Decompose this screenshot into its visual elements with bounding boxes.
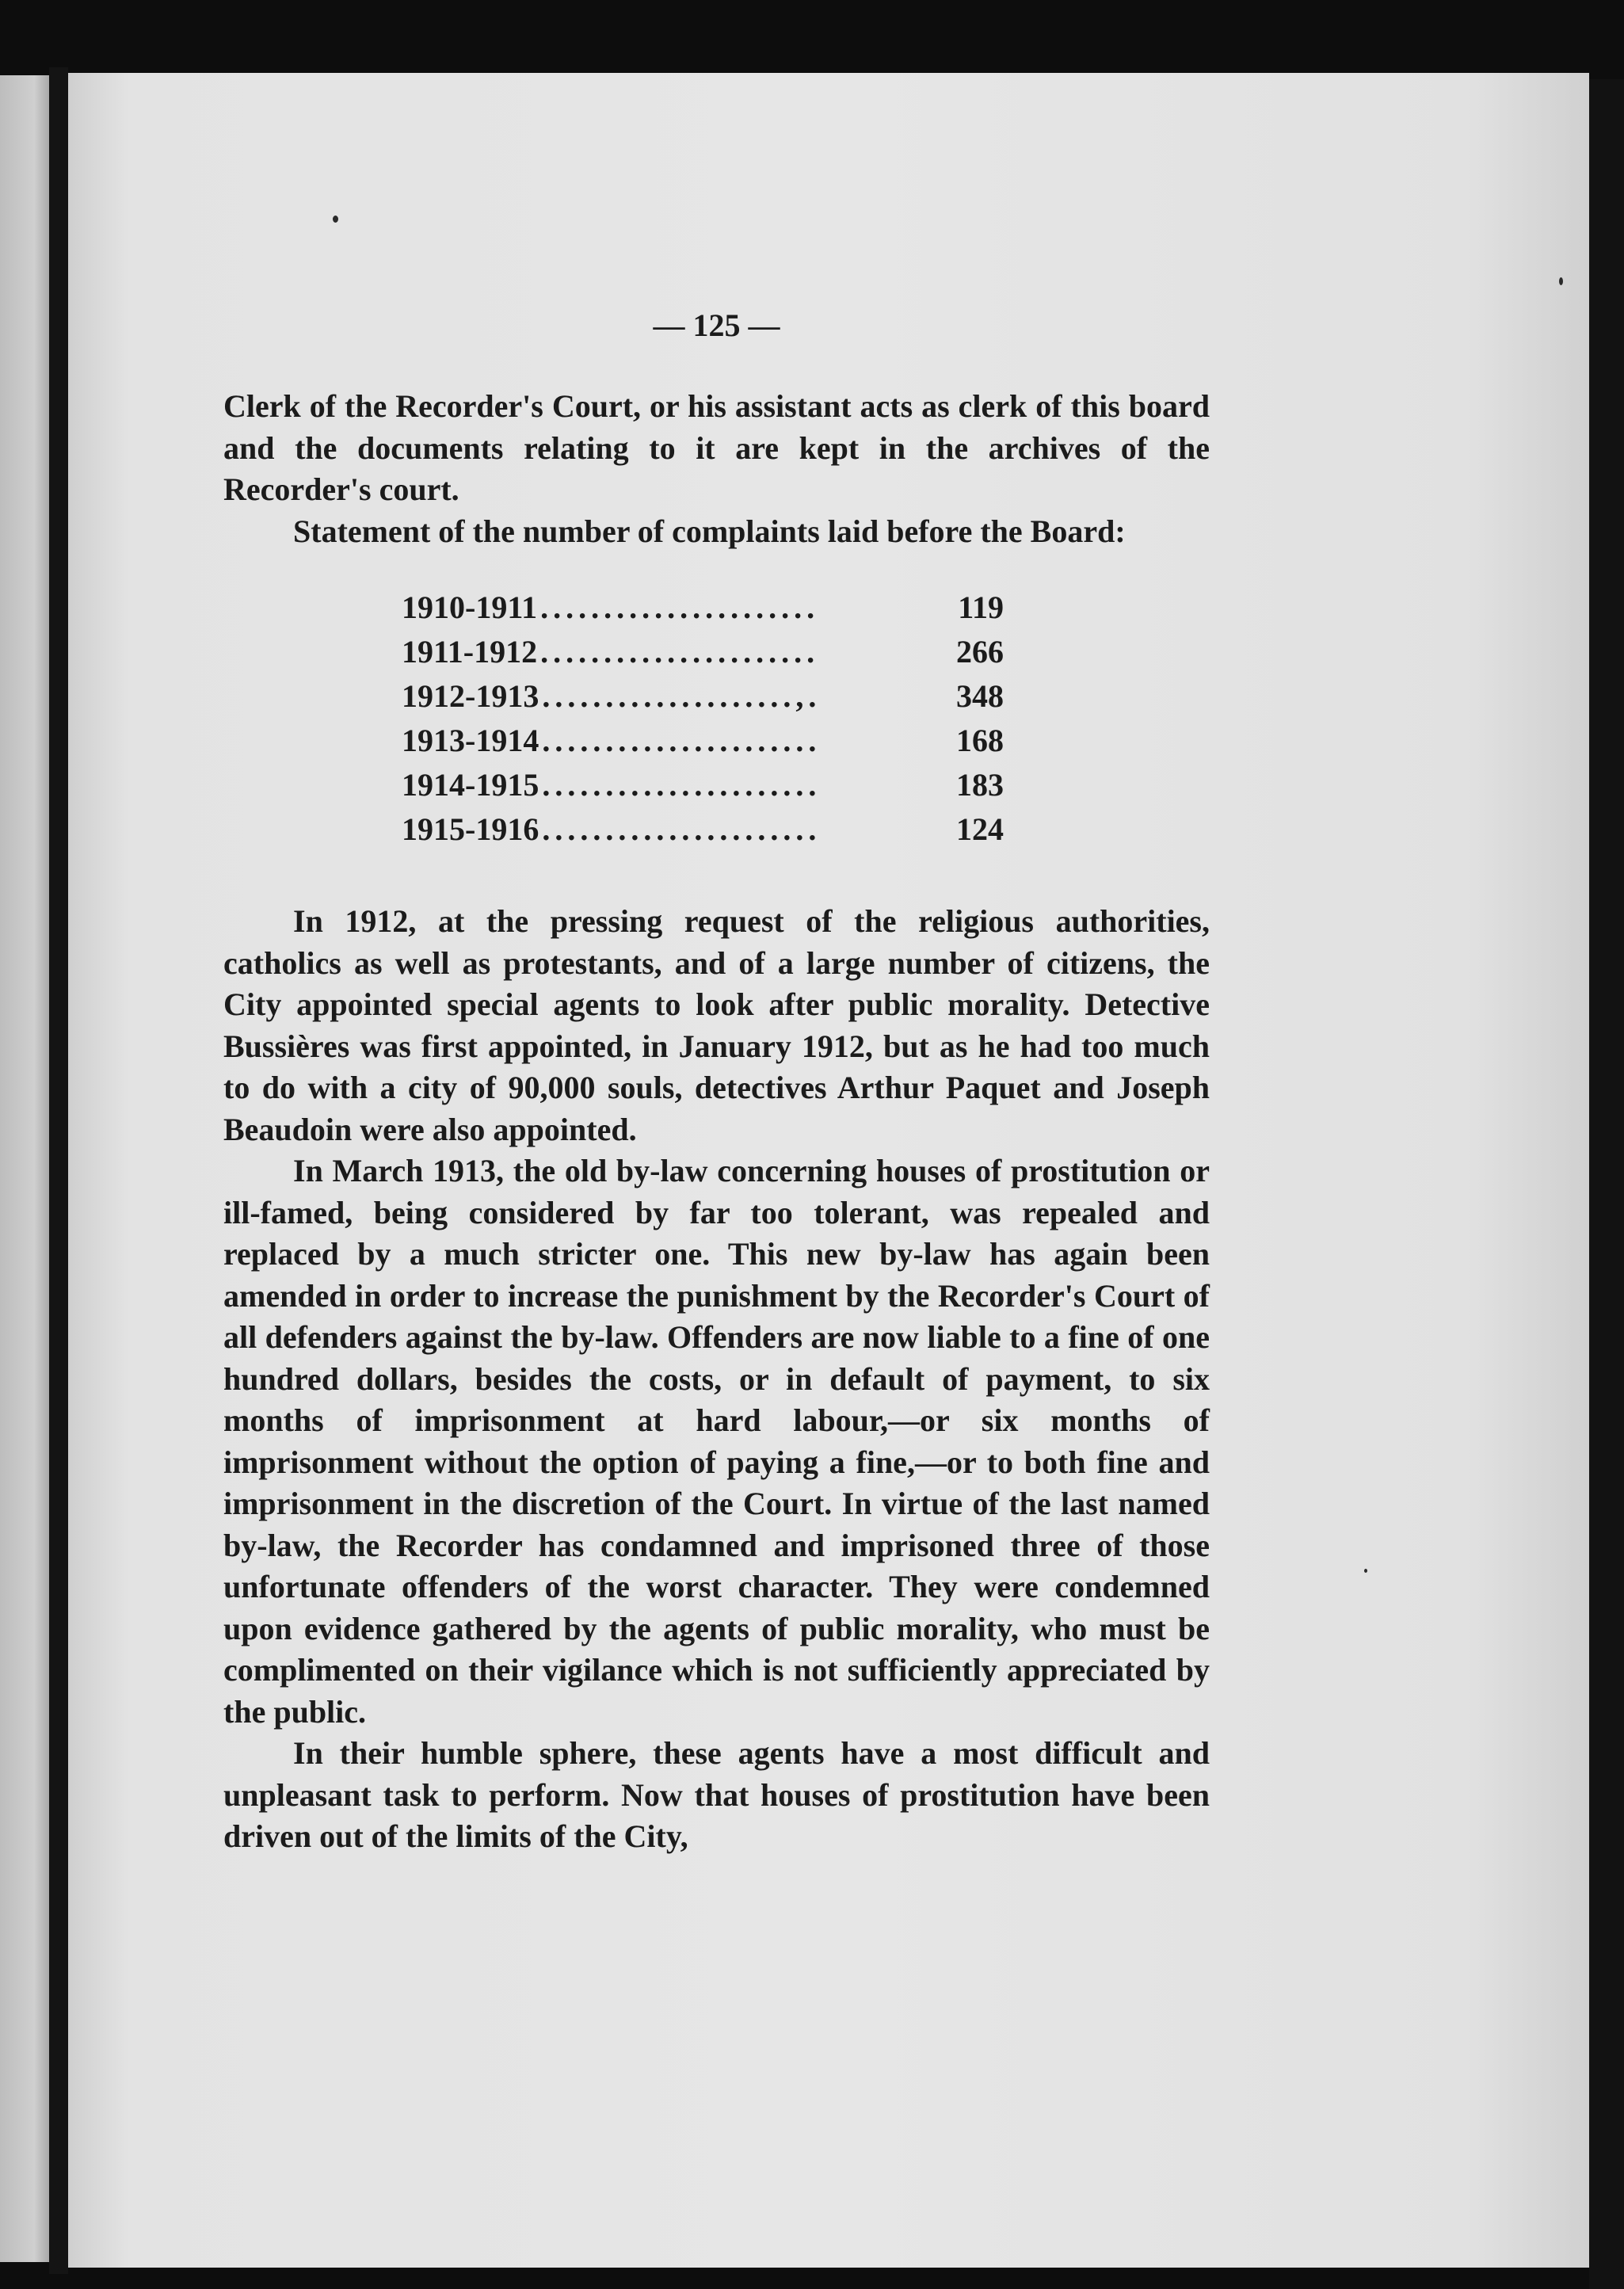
period-cell: 1914-1915 bbox=[402, 767, 539, 803]
dot-leader: ...................... bbox=[542, 767, 822, 803]
count-cell: 348 bbox=[956, 678, 1004, 714]
intro-paragraph: Clerk of the Recorder's Court, or his assistant acts as clerk of this board and the documents relating to it are kept in the archives of the Recorder's court. bbox=[223, 388, 1210, 507]
count-cell: 168 bbox=[956, 723, 1004, 758]
binding-shadow bbox=[49, 67, 68, 2274]
body-paragraph-3: In their humble sphere, these agents have a most difficult and unpleasant task to perform. Now that houses of prostitution have been driven out of the limits of the City, bbox=[223, 1735, 1210, 1854]
table-row bbox=[402, 676, 1004, 720]
period-cell: 1912-1913 bbox=[402, 678, 539, 714]
dot-leader: ...................... bbox=[542, 811, 822, 847]
period-cell: 1915-1916 bbox=[402, 811, 539, 847]
dot-leader: ...................... bbox=[540, 634, 820, 670]
complaints-table bbox=[402, 587, 1004, 853]
table-row bbox=[402, 720, 1004, 765]
body-paragraph-2: In March 1913, the old by-law concerning houses of prostitution or ill-famed, being considered by far too tolerant, was repealed and replaced by a much stricter one. This new by-law has again been amended in order to increase the punishment by the Recorder's Court of all defenders against the by-law. Offenders are now liable to a fine of one hundred dollars, besides the costs, or in default of payment, to six months of imprisonment at hard labour,—or six months of imprisonment without the option of paying a fine,—or to both fine and imprisonment in the discretion of the Court. In virtue of the last named by-law, the Recorder has condamned and imprisoned three of those unfortunate offenders of the worst character. They were condemned upon evidence gathered by the agents of public morality, who must be complimented on their vigilance which is not sufficiently appreciated by the public. bbox=[223, 1153, 1210, 1730]
table-row bbox=[402, 631, 1004, 676]
dot-leader: ...................... bbox=[542, 723, 822, 758]
table-row bbox=[402, 587, 1004, 631]
count-cell: 266 bbox=[956, 634, 1004, 670]
count-cell: 183 bbox=[956, 767, 1004, 803]
period-cell: 1911-1912 bbox=[402, 634, 538, 670]
count-cell: 119 bbox=[958, 589, 1004, 625]
table-row bbox=[402, 765, 1004, 809]
scan-speck bbox=[1364, 1569, 1367, 1573]
body-paragraph-1: In 1912, at the pressing request of the religious authorities, catholics as well as protestants, and of a large number of citizens, the City appointed special agents to look after public morality. Detective Bussières was first appointed, in January 1912, but as he had too much to do with a city of 90,000 souls, detectives Arthur Paquet and Joseph Beaudoin were also appointed. bbox=[223, 903, 1210, 1147]
count-cell: 124 bbox=[956, 811, 1004, 847]
dot-leader: ...................... bbox=[540, 589, 820, 625]
period-cell: 1910-1911 bbox=[402, 589, 538, 625]
table-row bbox=[402, 809, 1004, 853]
period-cell: 1913-1914 bbox=[402, 723, 539, 758]
page-text bbox=[223, 305, 1210, 1858]
statement-paragraph: Statement of the number of complaints laid before the Board: bbox=[293, 513, 1126, 549]
dot-leader: ....................,. bbox=[542, 678, 822, 714]
scan-speck bbox=[1559, 277, 1563, 285]
right-scan-border bbox=[1589, 79, 1624, 2289]
adjacent-page-edge bbox=[0, 75, 49, 2262]
scan-speck bbox=[333, 216, 338, 223]
page-number: — 125 — bbox=[653, 307, 780, 343]
